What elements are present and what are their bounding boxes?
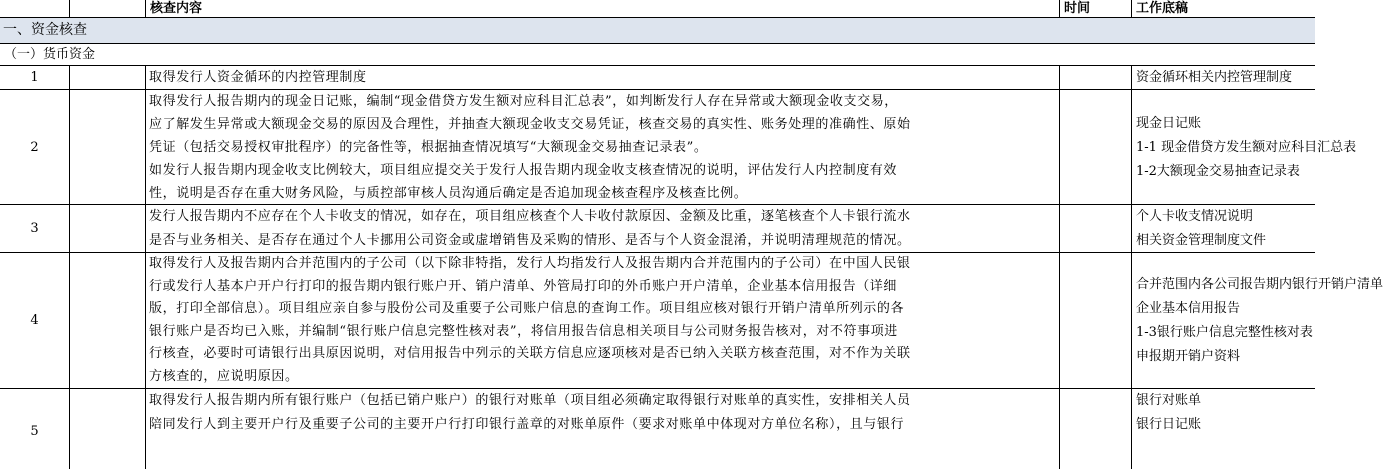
row-number: 3 [30, 221, 39, 236]
blank-cell[interactable] [70, 90, 146, 204]
time-cell[interactable] [1060, 253, 1132, 388]
workpaper-cell[interactable] [1132, 389, 1315, 469]
time-cell[interactable] [1060, 66, 1132, 89]
workpaper-line: 相关资金管理制度文件 [1136, 233, 1267, 248]
header-content-cell[interactable] [146, 0, 1060, 17]
row-number: 2 [30, 139, 39, 155]
workpaper-line: 资金循环相关内控管理制度 [1136, 70, 1293, 85]
workpaper-cell[interactable] [1132, 205, 1315, 252]
content-cell[interactable] [146, 90, 1060, 204]
workpaper-line: 个人卡收支情况说明 [1136, 209, 1254, 224]
workpaper-line: 申报期开销户资料 [1136, 349, 1241, 364]
header-row [0, 0, 1315, 18]
subsection-title: （一）货币资金 [4, 47, 96, 62]
blank-cell[interactable] [70, 253, 146, 388]
header-time-cell[interactable] [1060, 0, 1132, 17]
header-workpaper-cell[interactable] [1132, 0, 1315, 17]
content-cell[interactable] [146, 253, 1060, 388]
table-row [0, 253, 1383, 389]
row-number-cell[interactable] [0, 253, 70, 388]
section-title: 一、资金核查 [3, 22, 87, 38]
workpaper-line: 企业基本信用报告 [1136, 301, 1241, 316]
time-cell[interactable] [1060, 90, 1132, 204]
content-line: 取得发行人报告期内所有银行账户（包括已销户账户）的银行对账单（项目组必须确定取得银行对账单的真实性，安排相关人员 [149, 393, 911, 408]
workpaper-cell[interactable] [1132, 253, 1383, 388]
section-row[interactable] [0, 18, 1315, 44]
workpaper-cell[interactable] [1132, 90, 1357, 204]
header-blank-cell[interactable] [70, 0, 146, 17]
blank-cell[interactable] [70, 205, 146, 252]
table-row [0, 389, 1315, 469]
header-time-label: 时间 [1064, 1, 1091, 16]
workpaper-line: 银行对账单 [1136, 393, 1202, 408]
workpaper-line: 1-3银行账户信息完整性核对表 [1136, 325, 1313, 340]
header-no-cell[interactable] [0, 0, 70, 17]
table-row [0, 90, 1357, 205]
content-line: 性，说明是否存在重大财务风险，与质控部审核人员沟通后确定是否追加现金核查程序及核查比例。 [149, 186, 748, 201]
time-cell[interactable] [1060, 389, 1132, 469]
row-number-cell[interactable] [0, 205, 70, 252]
workpaper-line: 1-2大额现金交易抽查记录表 [1136, 164, 1300, 179]
content-line: 陪同发行人到主要开户行及重要子公司的主要开户行打印银行盖章的对账单原件（要求对账单中体现对方单位名称），且与银行 [149, 417, 905, 432]
row-number-cell[interactable] [0, 90, 70, 204]
content-line: 发行人报告期内不应存在个人卡收支的情况，如存在，项目组应核查个人卡收付款原因、金额及比重，逐笔核查个人卡银行流水 [149, 209, 911, 224]
workpaper-cell[interactable] [1132, 66, 1315, 89]
content-line: 取得发行人资金循环的内控管理制度 [149, 70, 367, 85]
blank-cell[interactable] [70, 66, 146, 89]
content-line: 版，打印全部信息）。项目组应亲自参与股份公司及重要子公司账户信息的查询工作。项目组应核对银行开销户清单所列示的各 [149, 301, 905, 316]
content-line: 如发行人报告期内现金收支比例较大，项目组应提交关于发行人报告期内现金收支核查情况的说明，评估发行人内控制度有效 [149, 163, 898, 178]
content-cell[interactable] [146, 389, 1060, 469]
workpaper-line: 银行日记账 [1136, 417, 1202, 432]
content-line: 行核查，必要时可请银行出具原因说明，对信用报告中列示的关联方信息应逐项核对是否已纳入关联方核查范围，对不作为关联 [149, 346, 911, 361]
content-line: 取得发行人及报告期内合并范围内的子公司（以下除非特指，发行人均指发行人及报告期内合并范围内的子公司）在中国人民银 [149, 256, 911, 271]
table-row [0, 66, 1315, 90]
content-cell[interactable] [146, 66, 1060, 89]
workpaper-line: 1-1 现金借贷方发生额对应科目汇总表 [1136, 140, 1357, 155]
content-line: 是否与业务相关、是否存在通过个人卡挪用公司资金或虚增销售及采购的情形、是否与个人资金混淆，并说明清理规范的情况。 [149, 233, 911, 248]
header-content-label: 核查内容 [150, 1, 203, 16]
content-line: 方核查的，应说明原因。 [149, 368, 299, 384]
time-cell[interactable] [1060, 205, 1132, 252]
subsection-row[interactable] [0, 44, 1315, 66]
workpaper-line [1136, 253, 1315, 273]
workpaper-line: 现金日记账 [1136, 116, 1202, 131]
row-number-cell[interactable] [0, 389, 70, 469]
row-number-cell[interactable] [0, 66, 70, 89]
content-line: 银行账户是否均已入账，并编制“银行账户信息完整性核对表”，将信用报告信息相关项目与公司财务报告核对，对不符事项进 [149, 323, 898, 339]
table-row [0, 205, 1315, 253]
content-line: 应了解发生异常或大额现金交易的原因及合理性，并抽查大额现金收支交易凭证，核查交易的真实性、账务处理的准确性、原始 [149, 117, 911, 132]
row-number: 1 [30, 70, 39, 85]
content-cell[interactable] [146, 205, 1060, 252]
content-line: 取得发行人报告期内的现金日记账，编制“现金借贷方发生额对应科目汇总表”，如判断发行人存在异常或大额现金收支交易， [149, 94, 898, 109]
blank-cell[interactable] [70, 389, 146, 469]
row-number: 5 [30, 424, 39, 439]
header-workpaper-label: 工作底稿 [1136, 1, 1189, 16]
workpaper-line: 合并范围内各公司报告期内银行开销户清单 [1136, 277, 1383, 292]
content-line: 行或发行人基本户开户行打印的报告期内银行账户开、销户清单、外管局打印的外币账户开户清单，企业基本信用报告（详细 [149, 278, 898, 294]
row-number: 4 [30, 313, 39, 328]
content-line: 凭证（包括交易授权审批程序）的完备性等，根据抽查情况填写“大额现金交易抽查记录表”。 [149, 140, 708, 155]
